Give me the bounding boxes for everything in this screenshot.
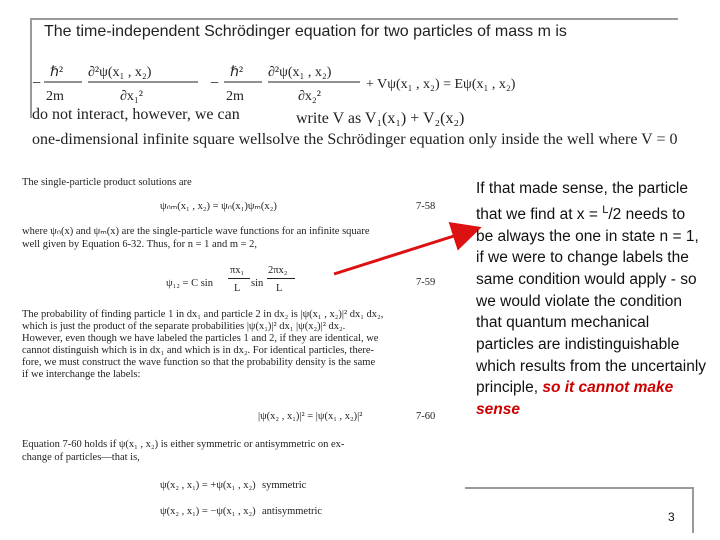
hbar-sq-1: ℏ² (50, 65, 64, 80)
two-m-1: 2m (46, 89, 64, 104)
paragraph-line: which is just the product of the separate probabilities |ψ(x₁)|² dx₁ |ψ(x₂)|² dx₂. (22, 321, 346, 332)
scan-title: The time-independent Schrödinger equation for two particles of mass m is (44, 23, 567, 40)
textbook-intro: The single-particle product solutions are (22, 177, 192, 188)
note-emphasis: so it cannot make sense (476, 379, 674, 419)
interact-line: do not interact, however, we can (32, 106, 240, 123)
write-v-line: write V as V₁(x₁) + V₂(x₂) (296, 110, 465, 127)
paragraph-line: fore, we must construct the wave function so that the probability density is the same (22, 357, 376, 368)
eq-number-7-59: 7-59 (416, 277, 436, 288)
sin-2: sin (251, 278, 264, 289)
fraction2-num: 2πx₂ (268, 265, 288, 276)
two-m-2: 2m (226, 89, 244, 104)
hbar-sq-2: ℏ² (230, 65, 244, 80)
dx2: ∂x₂² (298, 89, 321, 104)
exchange-symmetry-eq: |ψ(x₂ , x₁)|² = |ψ(x₁ , x₂)|² (258, 411, 363, 422)
paragraph-line: The probability of finding particle 1 in dx₁ and particle 2 in dx₂ is |ψ(x₁ , x₂)|² dx₁ dx₂, (22, 309, 384, 320)
fraction1-den: L (234, 283, 241, 294)
potential-term: + Vψ(x₁ , x₂) = Eψ(x₁ , x₂) (366, 77, 516, 92)
product-solution-eq: ψₙₘ(x₁ , x₂) = ψₙ(x₁)ψₘ(x₂) (160, 201, 277, 212)
well-right-text: solve the Schrödinger equation only inside the well where V = 0 (266, 131, 678, 148)
note-part2: needs to be always the one in state n = 1, if we were to change labels the same condition would apply - so we would violate the condition that quantum mechanical particles are indistinguishable which results from the uncertainly principle, (476, 205, 707, 397)
symmetric-label: symmetric (262, 480, 307, 491)
svg-text:−: − (210, 75, 220, 92)
antisymmetric-label: antisymmetric (262, 506, 323, 517)
symmetric-eq: ψ(x₂ , x₁) = +ψ(x₁ , x₂) (160, 480, 256, 491)
psi12-prefix: ψ₁₂ = C sin (166, 278, 213, 289)
eq-number-7-58: 7-58 (416, 201, 436, 212)
antisymmetric-eq: ψ(x₂ , x₁) = −ψ(x₁ , x₂) (160, 506, 256, 517)
eq-number-7-60: 7-60 (416, 411, 436, 422)
where-line-1: where ψₙ(x) and ψₘ(x) are the single-particle wave functions for an infinite square (22, 226, 370, 237)
well-left-text: one-dimensional infinite square well (32, 131, 267, 148)
paragraph-line: However, even though we have labeled the particles 1 and 2, if they are identical, we (22, 333, 379, 344)
dx1: ∂x₁² (120, 89, 143, 104)
d2psi-2: ∂²ψ(x₁ , x₂) (268, 65, 332, 80)
note-slash2: /2 (608, 205, 622, 223)
note-L-superscript: L (602, 203, 609, 216)
commentary-note (476, 178, 706, 421)
svg-text:−: − (32, 75, 42, 92)
fraction1-num: πx₁ (230, 265, 245, 276)
note-part1: If that made sense, the particle that we find at x = (476, 180, 688, 223)
where-line-2: well given by Equation 6-32. Thus, for n = 1 and m = 2, (22, 239, 258, 250)
d2psi-1: ∂²ψ(x₁ , x₂) (88, 65, 152, 80)
fraction2-den: L (276, 283, 283, 294)
holds-line-2: change of particles—that is, (22, 452, 140, 463)
paragraph-line: if we interchange the labels: (22, 369, 141, 380)
paragraph-line: cannot distinguish which is in dx₁ and which is in dx₂. For identical particles, there- (22, 345, 375, 356)
page-number: 3 (668, 510, 675, 524)
holds-line-1: Equation 7-60 holds if ψ(x₁ , x₂) is either symmetric or antisymmetric on ex- (22, 439, 345, 450)
